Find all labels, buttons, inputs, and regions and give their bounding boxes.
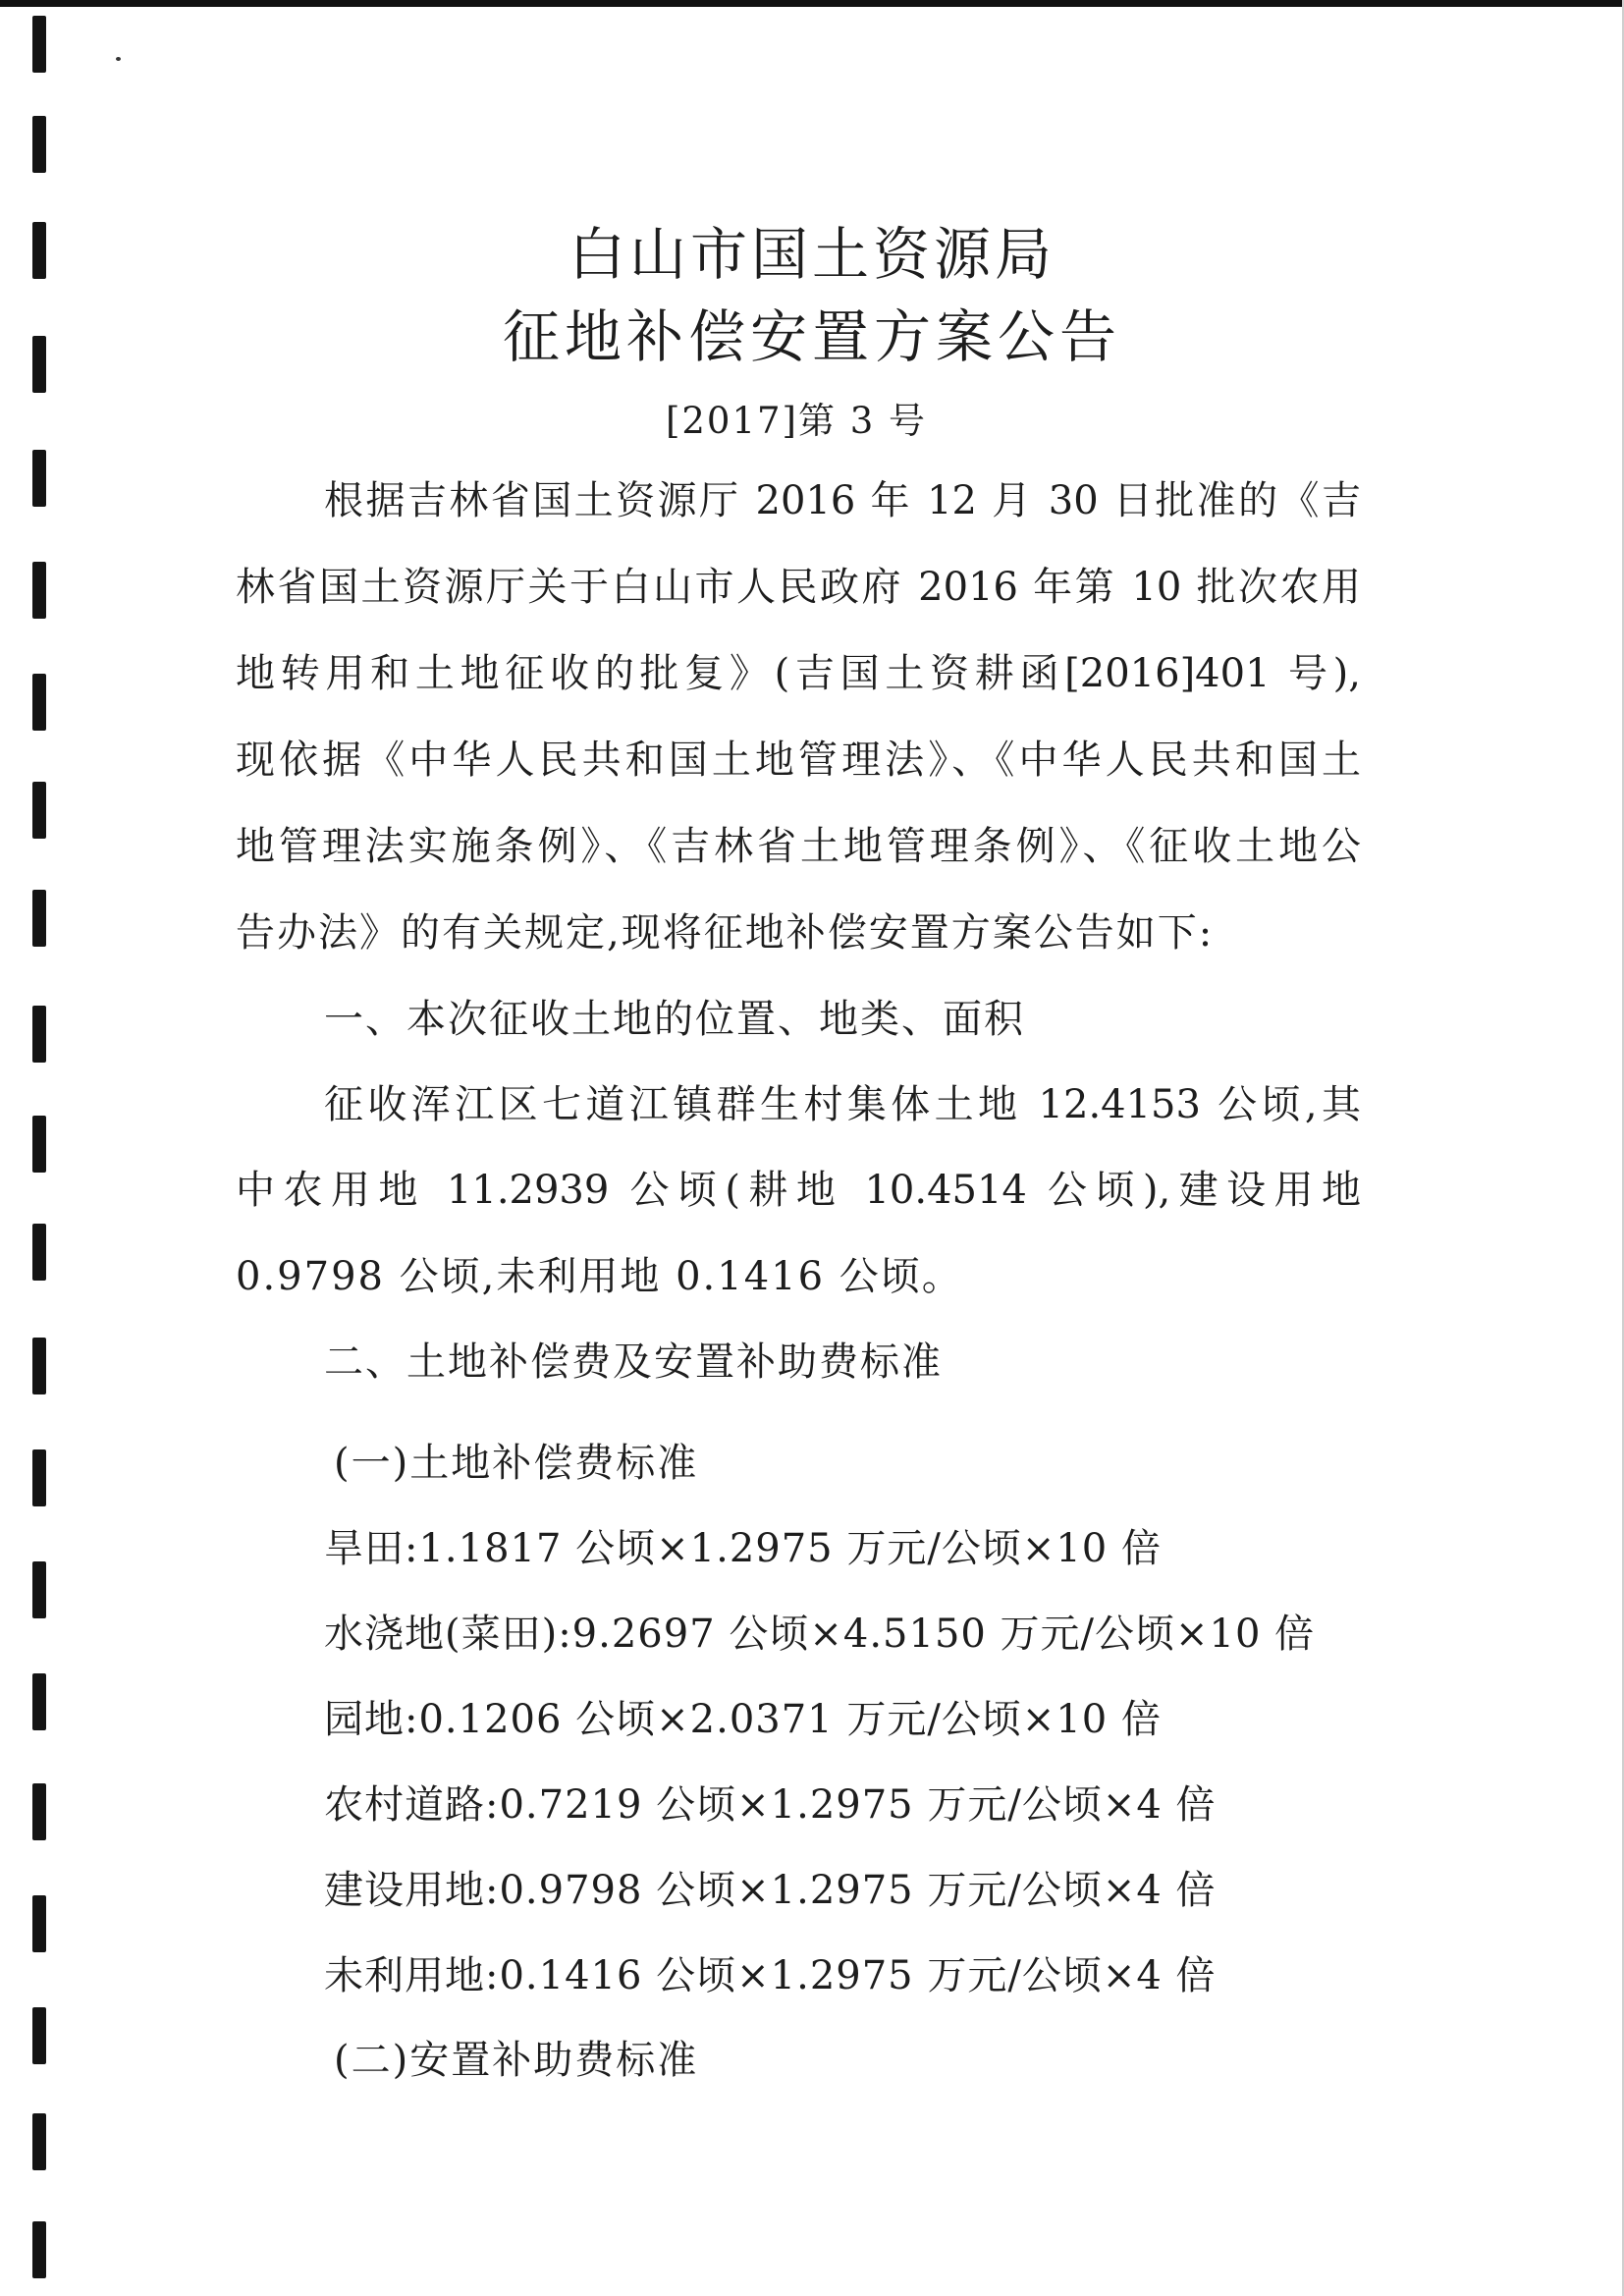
compensation-item: 未利用地:0.1416 公顷×1.2975 万元/公顷×4 倍 [324,1953,1217,1998]
paragraph-line: 中农用地 11.2939 公顷(耕地 10.4514 公顷),建设用地 [236,1168,1361,1213]
binder-mark [32,2113,46,2170]
subsection-heading: (一)土地补偿费标准 [334,1441,699,1486]
scan-speck [116,57,121,61]
compensation-item: 农村道路:0.7219 公顷×1.2975 万元/公顷×4 倍 [324,1782,1217,1828]
binder-mark [32,1895,46,1952]
paragraph-line: 征收浑江区七道江镇群生村集体土地 12.4153 公顷,其 [324,1082,1361,1127]
paragraph-line: 现依据《中华人民共和国土地管理法》、《中华人民共和国土 [236,738,1361,783]
binder-mark [32,1116,46,1173]
scan-top-edge [0,0,1624,7]
subsection-heading: (二)安置补助费标准 [334,2038,699,2083]
document-title-line2: 征地补偿安置方案公告 [502,303,1121,370]
binder-mark [32,2007,46,2064]
paragraph-line: 根据吉林省国土资源厅 2016 年 12 月 30 日批准的《吉 [324,478,1361,523]
binder-mark [32,562,46,619]
paragraph-line: 地转用和土地征收的批复》(吉国土资耕函[2016]401 号), [236,651,1361,696]
binder-mark [32,116,46,173]
binder-mark [32,1338,46,1394]
section-heading: 一、本次征收土地的位置、地类、面积 [324,997,1025,1042]
binder-mark [32,1783,46,1840]
binder-mark [32,782,46,839]
binder-mark [32,674,46,731]
binder-mark [32,1449,46,1506]
binder-mark [32,450,46,507]
binder-mark [32,1224,46,1281]
binder-mark [32,1561,46,1618]
binder-mark [32,890,46,947]
binder-mark [32,1006,46,1063]
section-heading: 二、土地补偿费及安置补助费标准 [324,1339,943,1385]
binder-mark [32,2221,46,2278]
binder-mark [32,16,46,73]
compensation-item: 建设用地:0.9798 公顷×1.2975 万元/公顷×4 倍 [324,1868,1217,1913]
document-title-line1: 白山市国土资源局 [568,221,1056,288]
binder-mark [32,1673,46,1730]
document-number: [2017]第 3 号 [665,400,928,442]
compensation-item: 旱田:1.1817 公顷×1.2975 万元/公顷×10 倍 [324,1526,1162,1571]
paragraph-line: 告办法》的有关规定,现将征地补偿安置方案公告如下: [236,910,1215,956]
compensation-item: 园地:0.1206 公顷×2.0371 万元/公顷×10 倍 [324,1697,1162,1742]
compensation-item: 水浇地(菜田):9.2697 公顷×4.5150 万元/公顷×10 倍 [324,1612,1316,1657]
paragraph-line: 林省国土资源厅关于白山市人民政府 2016 年第 10 批次农用 [236,565,1361,610]
paragraph-line: 地管理法实施条例》、《吉林省土地管理条例》、《征收土地公 [236,824,1361,869]
paragraph-line: 0.9798 公顷,未利用地 0.1416 公顷。 [236,1254,963,1299]
